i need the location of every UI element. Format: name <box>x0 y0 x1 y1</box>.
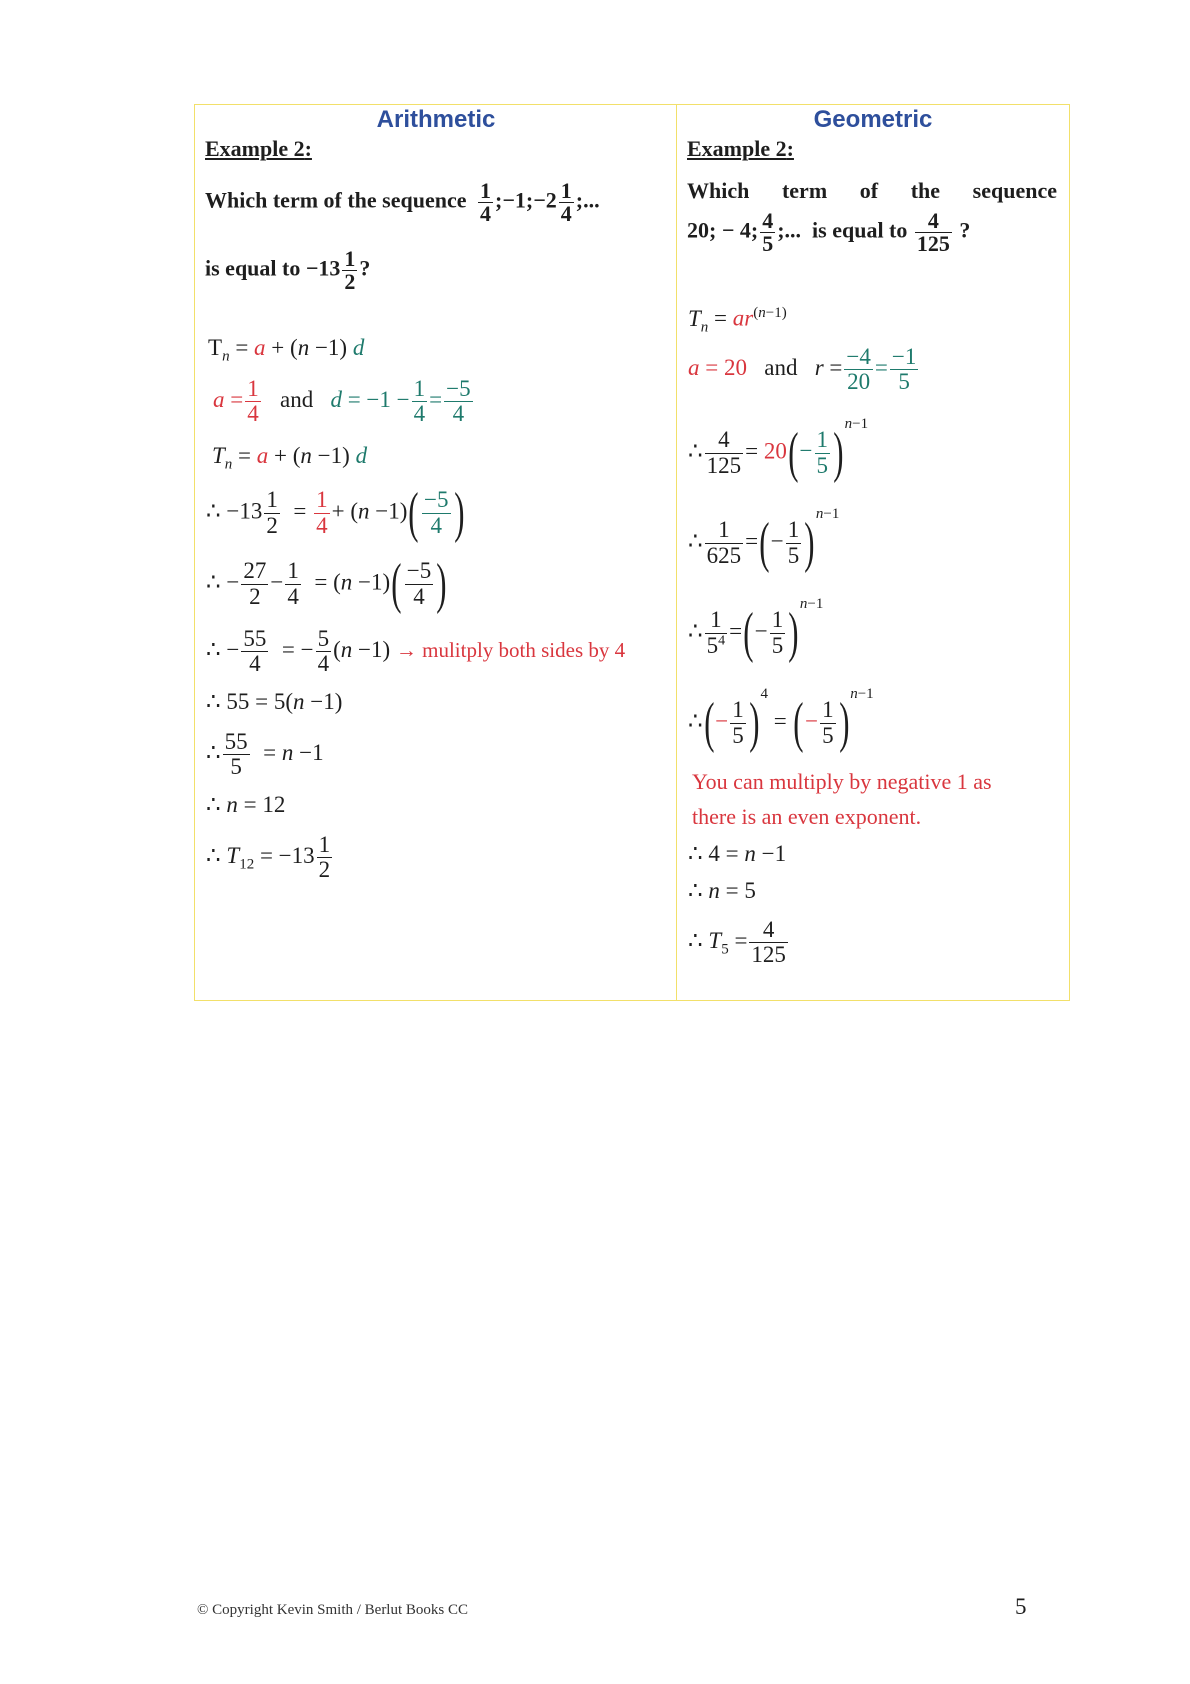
right-step-4: ∴(− $\frac{1}{5}$ )$^4$ = (− $\frac{1}{5}$ )$^{n-1}$ <box>688 685 874 754</box>
footer-copyright: © Copyright Kevin Smith / Berlut Books CC <box>197 1602 468 1618</box>
page-number: 5 <box>1015 1594 1027 1619</box>
left-step-4: ∴ 55 = 5(n −1) <box>206 689 343 714</box>
right-step-1: ∴ $\frac{4}{125}$ = 20(− $\frac{1}{5}$ )$^{n-1}$ <box>688 415 869 484</box>
left-a-and-d: a = $\frac{1}{4}$ and d = −1 − $\frac{1}{4}$ = $\frac{-5}{4}$ <box>213 376 471 427</box>
right-step-3: ∴ $\frac{1}{5^4}$ =(− $\frac{1}{5}$ )$^{n-1}$ <box>688 595 824 664</box>
left-example-title: Example 2: <box>205 136 312 161</box>
left-step-6: ∴ n = 12 <box>206 792 286 817</box>
header-arithmetic: Arithmetic <box>376 106 496 133</box>
left-step-2: ∴ − $\frac{27}{2}$ − $\frac{1}{4}$ = (n −1)( $\frac{-5}{4}$ ) <box>206 553 447 615</box>
right-step-5: ∴ 4 = n −1 <box>688 841 787 866</box>
right-example-title: Example 2: <box>687 136 794 161</box>
header-geometric: Geometric <box>813 106 933 133</box>
right-question-line1: Which term of the sequence <box>687 178 1057 203</box>
left-step-1: ∴ −13 $\frac{1}{2}$ = $\frac{1}{4}$ + (n −1)( $\frac{-5}{4}$ ) <box>206 482 464 544</box>
left-step-3: ∴ − $\frac{55}{4}$ = − $\frac{5}{4}$ (n −1) → mulitply both sides by 4 <box>206 626 626 677</box>
left-question-line2: is equal to −13 $\frac{1}{2}$ ? <box>205 246 371 294</box>
right-step-2: ∴ $\frac{1}{625}$ =(− $\frac{1}{5}$ )$^{n-1}$ <box>688 505 840 574</box>
left-formula-2: $T_n = a + (n -1)$ d <box>212 443 368 473</box>
column-divider <box>676 104 677 1000</box>
left-formula-1: $T_n = a + (n -1)$ d <box>208 335 365 365</box>
left-step-5: ∴ $\frac{55}{5}$ = n −1 <box>206 729 324 780</box>
right-answer: ∴ $T_5$ = $\frac{4}{125}$ <box>688 917 786 968</box>
right-note-line1: You can multiply by negative 1 as <box>692 769 992 794</box>
right-question-line2: 20; − 4; $\frac{4}{5}$ ;... is equal to $\frac{4}{125}$ ? <box>687 208 971 256</box>
right-a-and-r: a = 20 and r = $\frac{-4}{20}$ = $\frac{-1}{5}$ <box>688 344 917 395</box>
left-question-line1: Which term of the sequence $\frac{1}{4}$ ;−1;−2 $\frac{1}{4}$ ;... <box>205 178 600 226</box>
right-step-6: ∴ n = 5 <box>688 878 756 903</box>
left-answer: ∴ $T_{12} = -13$ $\frac{1}{2}$ <box>206 832 331 883</box>
right-formula: $T_n = ar^{(n-1)}$ <box>688 305 787 336</box>
right-note-line2: there is an even exponent. <box>692 804 922 829</box>
